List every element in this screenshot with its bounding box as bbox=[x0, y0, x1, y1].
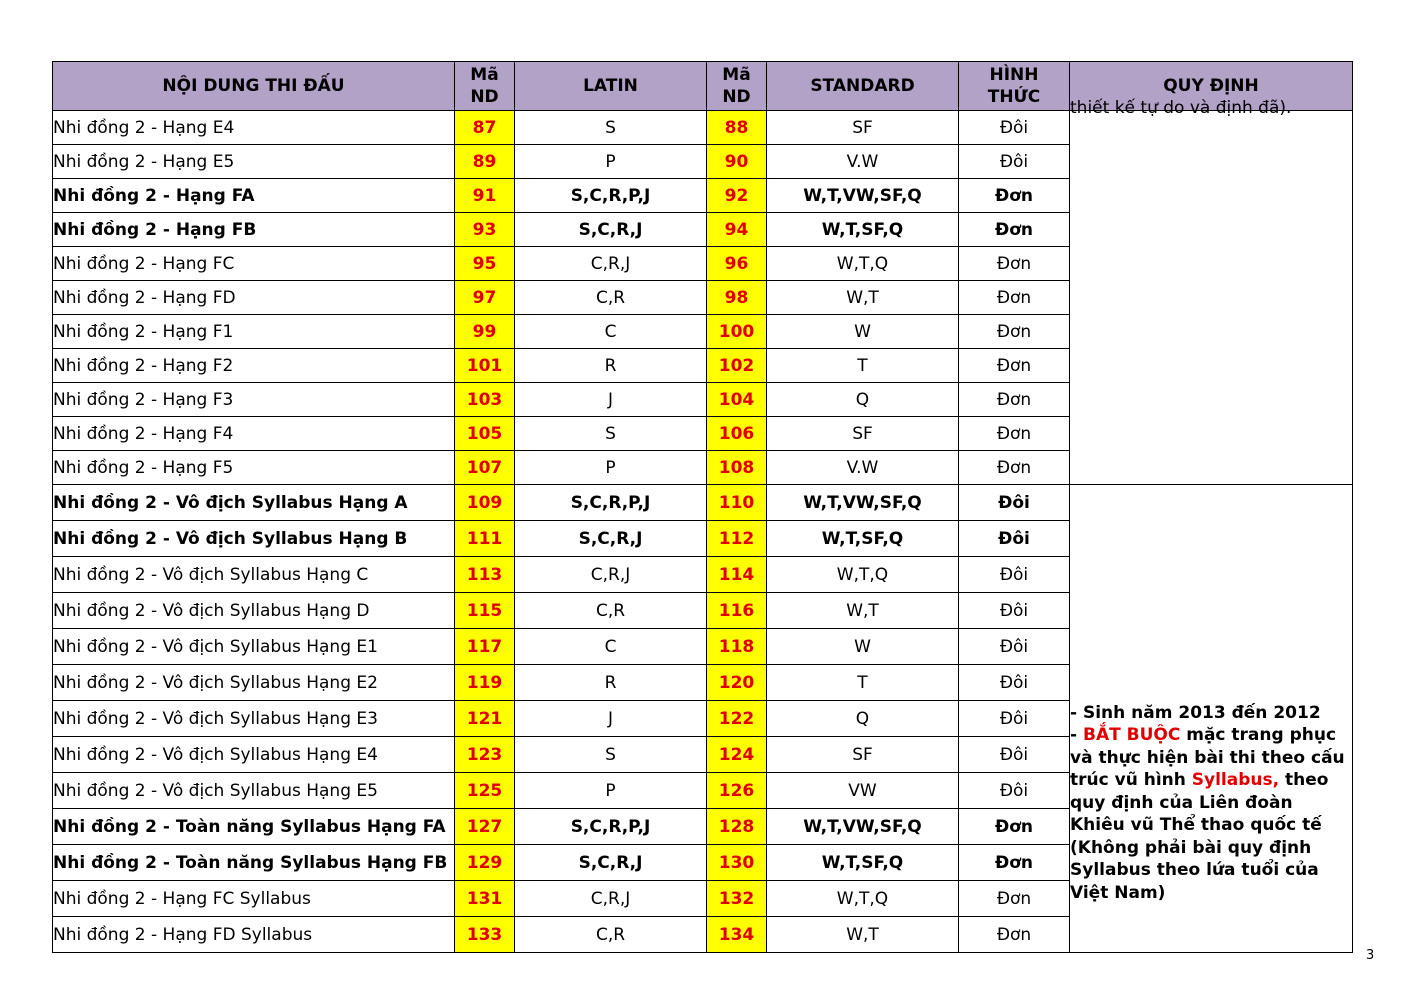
header-code-standard: Mã ND bbox=[707, 62, 767, 111]
event-name-cell: Nhi đồng 2 - Vô địch Syllabus Hạng E1 bbox=[53, 629, 455, 665]
standard-code-cell: 110 bbox=[707, 485, 767, 521]
standard-code-cell: 126 bbox=[707, 773, 767, 809]
form-cell: Đôi bbox=[959, 111, 1070, 145]
event-name-cell: Nhi đồng 2 - Hạng FD Syllabus bbox=[53, 917, 455, 953]
rules-cell-2 bbox=[1070, 485, 1353, 953]
standard-dances-cell: W,T,Q bbox=[767, 881, 959, 917]
form-cell: Đơn bbox=[959, 809, 1070, 845]
latin-code-cell: 99 bbox=[455, 315, 515, 349]
standard-code-cell: 102 bbox=[707, 349, 767, 383]
standard-dances-cell: Q bbox=[767, 701, 959, 737]
latin-code-cell: 97 bbox=[455, 281, 515, 315]
rules-cut-text: thiết kế tự do và định đã). bbox=[1070, 98, 1292, 118]
standard-code-cell: 134 bbox=[707, 917, 767, 953]
latin-code-cell: 127 bbox=[455, 809, 515, 845]
event-name-cell: Nhi đồng 2 - Vô địch Syllabus Hạng E2 bbox=[53, 665, 455, 701]
standard-dances-cell: V.W bbox=[767, 451, 959, 485]
rules-cell-1 bbox=[1070, 98, 1353, 485]
event-name-cell: Nhi đồng 2 - Vô địch Syllabus Hạng C bbox=[53, 557, 455, 593]
standard-code-cell: 124 bbox=[707, 737, 767, 773]
event-name-cell: Nhi đồng 2 - Toàn năng Syllabus Hạng FB bbox=[53, 845, 455, 881]
standard-dances-cell: W,T,SF,Q bbox=[767, 845, 959, 881]
latin-dances-cell: C bbox=[515, 629, 707, 665]
event-name-cell: Nhi đồng 2 - Hạng F1 bbox=[53, 315, 455, 349]
event-name-cell: Nhi đồng 2 - Hạng FC bbox=[53, 247, 455, 281]
standard-dances-cell: W,T bbox=[767, 281, 959, 315]
standard-dances-cell: W,T,VW,SF,Q bbox=[767, 809, 959, 845]
competition-table bbox=[52, 61, 1353, 953]
latin-code-cell: 93 bbox=[455, 213, 515, 247]
form-cell: Đôi bbox=[959, 629, 1070, 665]
form-cell: Đơn bbox=[959, 315, 1070, 349]
latin-dances-cell: S,C,R,J bbox=[515, 521, 707, 557]
mandatory-label: BẮT BUỘC bbox=[1082, 725, 1181, 745]
form-cell: Đơn bbox=[959, 881, 1070, 917]
latin-code-cell: 101 bbox=[455, 349, 515, 383]
standard-code-cell: 118 bbox=[707, 629, 767, 665]
latin-dances-cell: S bbox=[515, 417, 707, 451]
event-name-cell: Nhi đồng 2 - Vô địch Syllabus Hạng E5 bbox=[53, 773, 455, 809]
latin-dances-cell: P bbox=[515, 773, 707, 809]
latin-code-cell: 119 bbox=[455, 665, 515, 701]
form-cell: Đơn bbox=[959, 179, 1070, 213]
latin-dances-cell: J bbox=[515, 383, 707, 417]
header-form: HÌNH THỨC bbox=[959, 62, 1070, 111]
latin-dances-cell: R bbox=[515, 665, 707, 701]
latin-code-cell: 111 bbox=[455, 521, 515, 557]
standard-code-cell: 108 bbox=[707, 451, 767, 485]
header-standard: STANDARD bbox=[767, 62, 959, 111]
event-name-cell: Nhi đồng 2 - Hạng E4 bbox=[53, 111, 455, 145]
standard-dances-cell: W,T,Q bbox=[767, 247, 959, 281]
standard-code-cell: 116 bbox=[707, 593, 767, 629]
standard-code-cell: 122 bbox=[707, 701, 767, 737]
latin-dances-cell: C,R bbox=[515, 917, 707, 953]
event-name-cell: Nhi đồng 2 - Hạng FD bbox=[53, 281, 455, 315]
latin-dances-cell: C bbox=[515, 315, 707, 349]
latin-code-cell: 115 bbox=[455, 593, 515, 629]
form-cell: Đơn bbox=[959, 383, 1070, 417]
latin-code-cell: 107 bbox=[455, 451, 515, 485]
event-name-cell: Nhi đồng 2 - Hạng FC Syllabus bbox=[53, 881, 455, 917]
rules-text: - Sinh năm 2013 đến 2012 - BẮT BUỘC mặc trang phục và thực hiện bài thi theo cấu trúc vũ hình Syllabus, theo quy định của Liên đoàn Khiêu vũ Thể thao quốc tế (Không phải bài quy định Syllabus theo lứa tuổi của Việt Nam) bbox=[1070, 702, 1345, 903]
form-cell: Đơn bbox=[959, 349, 1070, 383]
latin-code-cell: 103 bbox=[455, 383, 515, 417]
latin-code-cell: 133 bbox=[455, 917, 515, 953]
standard-dances-cell: W,T,VW,SF,Q bbox=[767, 485, 959, 521]
event-name-cell: Nhi đồng 2 - Vô địch Syllabus Hạng D bbox=[53, 593, 455, 629]
latin-code-cell: 117 bbox=[455, 629, 515, 665]
event-name-cell: Nhi đồng 2 - Vô địch Syllabus Hạng B bbox=[53, 521, 455, 557]
standard-dances-cell: VW bbox=[767, 773, 959, 809]
standard-dances-cell: W,T bbox=[767, 917, 959, 953]
standard-dances-cell: T bbox=[767, 665, 959, 701]
standard-code-cell: 112 bbox=[707, 521, 767, 557]
standard-code-cell: 132 bbox=[707, 881, 767, 917]
form-cell: Đôi bbox=[959, 145, 1070, 179]
latin-code-cell: 91 bbox=[455, 179, 515, 213]
latin-code-cell: 87 bbox=[455, 111, 515, 145]
event-name-cell: Nhi đồng 2 - Hạng F2 bbox=[53, 349, 455, 383]
form-cell: Đôi bbox=[959, 485, 1070, 521]
form-cell: Đơn bbox=[959, 281, 1070, 315]
form-cell: Đôi bbox=[959, 665, 1070, 701]
table-row bbox=[53, 111, 1353, 145]
standard-code-cell: 120 bbox=[707, 665, 767, 701]
latin-dances-cell: C,R bbox=[515, 593, 707, 629]
standard-code-cell: 88 bbox=[707, 111, 767, 145]
event-name-cell: Nhi đồng 2 - Vô địch Syllabus Hạng E3 bbox=[53, 701, 455, 737]
latin-code-cell: 129 bbox=[455, 845, 515, 881]
form-cell: Đơn bbox=[959, 451, 1070, 485]
event-name-cell: Nhi đồng 2 - Hạng FB bbox=[53, 213, 455, 247]
latin-dances-cell: J bbox=[515, 701, 707, 737]
event-name-cell: Nhi đồng 2 - Hạng E5 bbox=[53, 145, 455, 179]
header-rules: QUY ĐỊNH bbox=[1070, 62, 1353, 111]
standard-code-cell: 98 bbox=[707, 281, 767, 315]
page-number: 3 bbox=[1366, 948, 1375, 963]
latin-dances-cell: C,R,J bbox=[515, 247, 707, 281]
event-name-cell: Nhi đồng 2 - Vô địch Syllabus Hạng A bbox=[53, 485, 455, 521]
event-name-cell: Nhi đồng 2 - Hạng F3 bbox=[53, 383, 455, 417]
table-body bbox=[53, 98, 1353, 953]
form-cell: Đơn bbox=[959, 845, 1070, 881]
latin-code-cell: 125 bbox=[455, 773, 515, 809]
latin-dances-cell: S,C,R,P,J bbox=[515, 809, 707, 845]
event-name-cell: Nhi đồng 2 - Hạng F4 bbox=[53, 417, 455, 451]
form-cell: Đôi bbox=[959, 701, 1070, 737]
latin-code-cell: 109 bbox=[455, 485, 515, 521]
table-row bbox=[53, 485, 1353, 521]
latin-dances-cell: S,C,R,P,J bbox=[515, 485, 707, 521]
standard-code-cell: 128 bbox=[707, 809, 767, 845]
latin-code-cell: 105 bbox=[455, 417, 515, 451]
header-content: NỘI DUNG THI ĐẤU bbox=[53, 62, 455, 111]
latin-code-cell: 89 bbox=[455, 145, 515, 179]
standard-code-cell: 114 bbox=[707, 557, 767, 593]
latin-dances-cell: S,C,R,P,J bbox=[515, 179, 707, 213]
standard-code-cell: 100 bbox=[707, 315, 767, 349]
standard-code-cell: 96 bbox=[707, 247, 767, 281]
form-cell: Đơn bbox=[959, 247, 1070, 281]
latin-dances-cell: R bbox=[515, 349, 707, 383]
latin-code-cell: 131 bbox=[455, 881, 515, 917]
standard-dances-cell: SF bbox=[767, 417, 959, 451]
event-name-cell: Nhi đồng 2 - Hạng F5 bbox=[53, 451, 455, 485]
event-name-cell: Nhi đồng 2 - Toàn năng Syllabus Hạng FA bbox=[53, 809, 455, 845]
latin-dances-cell: S bbox=[515, 737, 707, 773]
standard-dances-cell: W bbox=[767, 315, 959, 349]
standard-dances-cell: T bbox=[767, 349, 959, 383]
header-code-latin: Mã ND bbox=[455, 62, 515, 111]
latin-dances-cell: C,R,J bbox=[515, 557, 707, 593]
standard-code-cell: 90 bbox=[707, 145, 767, 179]
standard-dances-cell: Q bbox=[767, 383, 959, 417]
latin-code-cell: 121 bbox=[455, 701, 515, 737]
form-cell: Đôi bbox=[959, 593, 1070, 629]
standard-dances-cell: W,T,SF,Q bbox=[767, 521, 959, 557]
latin-code-cell: 113 bbox=[455, 557, 515, 593]
latin-code-cell: 123 bbox=[455, 737, 515, 773]
latin-dances-cell: C,R bbox=[515, 281, 707, 315]
latin-dances-cell: C,R,J bbox=[515, 881, 707, 917]
form-cell: Đơn bbox=[959, 417, 1070, 451]
standard-code-cell: 130 bbox=[707, 845, 767, 881]
form-cell: Đôi bbox=[959, 521, 1070, 557]
standard-code-cell: 106 bbox=[707, 417, 767, 451]
standard-dances-cell: SF bbox=[767, 111, 959, 145]
form-cell: Đôi bbox=[959, 773, 1070, 809]
form-cell: Đôi bbox=[959, 737, 1070, 773]
standard-dances-cell: W bbox=[767, 629, 959, 665]
standard-dances-cell: W,T,Q bbox=[767, 557, 959, 593]
event-name-cell: Nhi đồng 2 - Vô địch Syllabus Hạng E4 bbox=[53, 737, 455, 773]
standard-dances-cell: W,T,VW,SF,Q bbox=[767, 179, 959, 213]
standard-dances-cell: SF bbox=[767, 737, 959, 773]
standard-code-cell: 94 bbox=[707, 213, 767, 247]
form-cell: Đơn bbox=[959, 213, 1070, 247]
event-name-cell: Nhi đồng 2 - Hạng FA bbox=[53, 179, 455, 213]
header-latin: LATIN bbox=[515, 62, 707, 111]
standard-dances-cell: V.W bbox=[767, 145, 959, 179]
standard-dances-cell: W,T bbox=[767, 593, 959, 629]
standard-code-cell: 104 bbox=[707, 383, 767, 417]
latin-dances-cell: P bbox=[515, 451, 707, 485]
latin-dances-cell: S,C,R,J bbox=[515, 213, 707, 247]
form-cell: Đơn bbox=[959, 917, 1070, 953]
latin-code-cell: 95 bbox=[455, 247, 515, 281]
standard-dances-cell: W,T,SF,Q bbox=[767, 213, 959, 247]
latin-dances-cell: P bbox=[515, 145, 707, 179]
latin-dances-cell: S bbox=[515, 111, 707, 145]
standard-code-cell: 92 bbox=[707, 179, 767, 213]
syllabus-label: Syllabu bbox=[1191, 770, 1263, 790]
form-cell: Đôi bbox=[959, 557, 1070, 593]
latin-dances-cell: S,C,R,J bbox=[515, 845, 707, 881]
